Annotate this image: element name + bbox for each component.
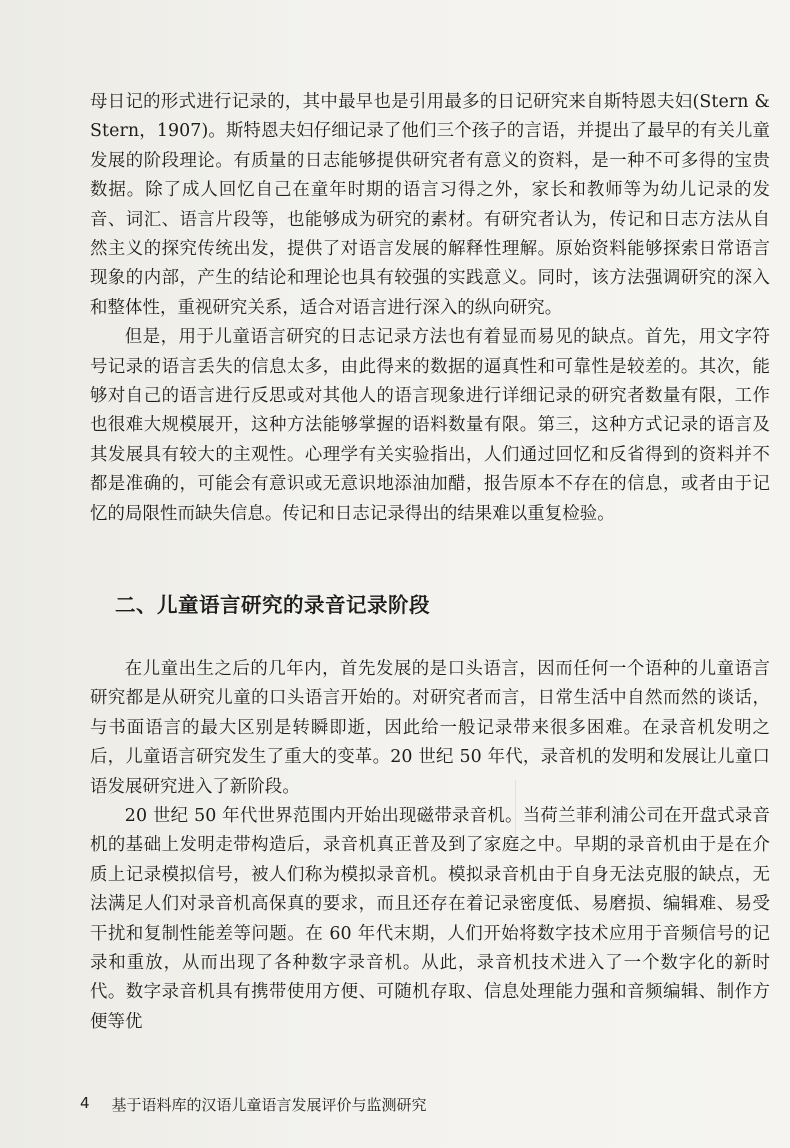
section-heading: 二、儿童语言研究的录音记录阶段 xyxy=(115,593,430,617)
paragraph: 在儿童出生之后的几年内，首先发展的是口头语言，因而任何一个语种的儿童语言研究都是从研究儿童的口头语言开始的。对研究者而言，日常生活中自然而然的谈话，与书面语言的最大区别是转瞬即逝，因此给一般记录带来很多困难。在录音机发明之后，儿童语言研究发生了重大的变革。20 世纪 50 年代，录音机的发明和发展让儿童口语发展研究进入了新阶段。 xyxy=(90,659,770,797)
paragraph: 但是，用于儿童语言研究的日志记录方法也有着显而易见的缺点。首先，用文字符号记录的语言丢失的信息太多，由此得来的数据的逼真性和可靠性是较差的。其次，能够对自己的语言进行反思或对其他人的语言现象进行详细记录的研究者数量有限，工作也很难大规模展开，这种方法能够掌握的语料数量有限。第三，这种方式记录的语言及其发展具有较大的主观性。心理学有关实验指出，人们通过回忆和反省得到的资料并不都是准确的，可能会有意识或无意识地添油加醋，报告原本不存在的信息，或者由于记忆的局限性而缺失信息。传记和日志记录得出的结果难以重复检验。 xyxy=(90,327,770,524)
scan-artifact-line xyxy=(515,780,516,850)
body-text-bottom xyxy=(90,655,770,1037)
page-footer xyxy=(80,1094,427,1115)
body-text-top xyxy=(90,88,770,529)
book-title: 基于语料库的汉语儿童语言发展评价与监测研究 xyxy=(111,1096,427,1114)
paragraph-continued: 母日记的形式进行记录的，其中最早也是引用最多的日记研究来自斯特恩夫妇(Stern & Stern，1907)。斯特恩夫妇仔细记录了他们三个孩子的言语，并提出了最早的有关儿童发展的阶段理论。有质量的日志能够提供研究者有意义的资料，是一种不可多得的宝贵数据。除了成人回忆自己在童年时期的语言习得之外，家长和教师等为幼儿记录的发音、词汇、语言片段等，也能够成为研究的素材。有研究者认为，传记和日志方法从自然主义的探究传统出发，提供了对语言发展的解释性理解。原始资料能够探索日常语言现象的内部，产生的结论和理论也具有较强的实践意义。同时，该方法强调研究的深入和整体性，重视研究关系，适合对语言进行深入的纵向研究。 xyxy=(90,92,770,318)
paragraph: 20 世纪 50 年代世界范围内开始出现磁带录音机。当荷兰菲利浦公司在开盘式录音机的基础上发明走带构造后，录音机真正普及到了家庭之中。早期的录音机由于是在介质上记录模拟信号，被人们称为模拟录音机。模拟录音机由于自身无法克服的缺点，无法满足人们对录音机高保真的要求，而且还存在着记录密度低、易磨损、编辑难、易受干扰和复制性能差等问题。在 60 年代末期，人们开始将数字技术应用于音频信号的记录和重放，从而出现了各种数字录音机。从此，录音机技术进入了一个数字化的新时代。数字录音机具有携带使用方便、可随机存取、信息处理能力强和音频编辑、制作方便等优 xyxy=(90,806,770,1032)
page-number: 4 xyxy=(80,1094,90,1112)
